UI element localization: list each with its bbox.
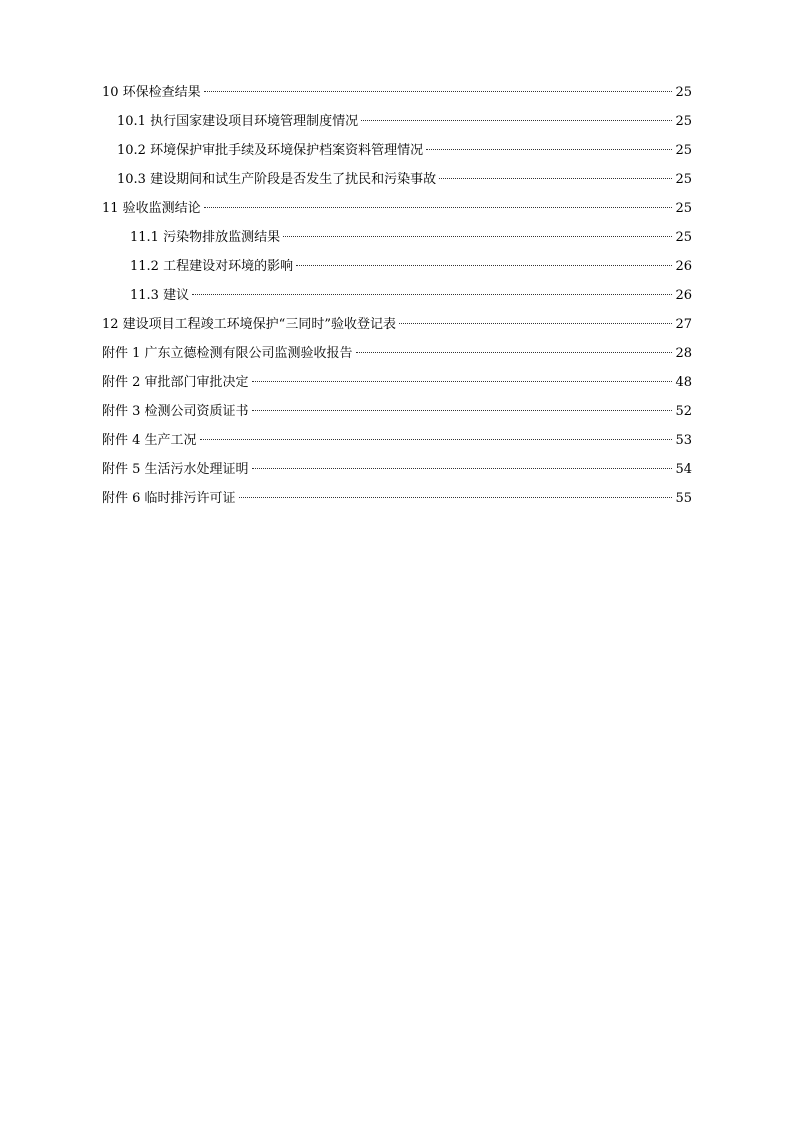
- toc-entry-title: 11 验收监测结论: [102, 201, 201, 216]
- toc-entry-11[interactable]: [102, 194, 692, 223]
- toc-entry-appendix-2[interactable]: [102, 368, 692, 397]
- toc-entry-page: 55: [675, 491, 692, 506]
- toc-dot-leader: [439, 178, 672, 179]
- toc-entry-page: 25: [675, 230, 692, 245]
- toc-entry-title: 11.1 污染物排放监测结果: [130, 230, 281, 245]
- toc-entry-page: 28: [675, 346, 692, 361]
- toc-entry-title: 10 环保检查结果: [102, 85, 201, 100]
- toc-entry-11-2[interactable]: [102, 252, 692, 281]
- toc-entry-title: 11.2 工程建设对环境的影响: [130, 259, 294, 274]
- toc-entry-page: 25: [675, 114, 692, 129]
- toc-entry-title: 附件 3 检测公司资质证书: [102, 404, 249, 419]
- toc-dot-leader: [192, 294, 672, 295]
- toc-dot-leader: [426, 149, 672, 150]
- toc-entry-title: 附件 6 临时排污许可证: [102, 491, 236, 506]
- toc-dot-leader: [252, 468, 673, 469]
- toc-entry-page: 25: [675, 85, 692, 100]
- toc-entry-page: 54: [675, 462, 692, 477]
- toc-dot-leader: [204, 207, 673, 208]
- toc-dot-leader: [296, 265, 672, 266]
- toc-dot-leader: [283, 236, 672, 237]
- toc-dot-leader: [356, 352, 673, 353]
- toc-entry-title: 附件 2 审批部门审批决定: [102, 375, 249, 390]
- toc-entry-10-2[interactable]: [102, 136, 692, 165]
- toc-dot-leader: [239, 497, 673, 498]
- toc-entry-title: 附件 5 生活污水处理证明: [102, 462, 249, 477]
- toc-entry-page: 25: [675, 172, 692, 187]
- toc-entry-10[interactable]: [102, 78, 692, 107]
- toc-dot-leader: [200, 439, 673, 440]
- toc-dot-leader: [399, 323, 672, 324]
- table-of-contents: [102, 78, 692, 513]
- toc-entry-title: 附件 4 生产工况: [102, 433, 197, 448]
- toc-entry-title: 附件 1 广东立德检测有限公司监测验收报告: [102, 346, 353, 361]
- toc-entry-appendix-4[interactable]: [102, 426, 692, 455]
- toc-entry-12[interactable]: [102, 310, 692, 339]
- toc-entry-page: 53: [675, 433, 692, 448]
- toc-entry-title: 12 建设项目工程竣工环境保护“三同时”验收登记表: [102, 317, 396, 332]
- toc-entry-title: 10.2 环境保护审批手续及环境保护档案资料管理情况: [117, 143, 424, 158]
- toc-entry-page: 52: [675, 404, 692, 419]
- toc-entry-appendix-1[interactable]: [102, 339, 692, 368]
- toc-entry-page: 26: [675, 259, 692, 274]
- toc-entry-page: 25: [675, 143, 692, 158]
- toc-dot-leader: [252, 410, 673, 411]
- toc-entry-page: 25: [675, 201, 692, 216]
- toc-entry-11-3[interactable]: [102, 281, 692, 310]
- toc-dot-leader: [204, 91, 673, 92]
- toc-entry-10-3[interactable]: [102, 165, 692, 194]
- toc-dot-leader: [252, 381, 673, 382]
- toc-entry-title: 11.3 建议: [130, 288, 190, 303]
- toc-entry-title: 10.3 建设期间和试生产阶段是否发生了扰民和污染事故: [117, 172, 437, 187]
- toc-entry-appendix-5[interactable]: [102, 455, 692, 484]
- toc-entry-11-1[interactable]: [102, 223, 692, 252]
- toc-dot-leader: [361, 120, 672, 121]
- toc-entry-title: 10.1 执行国家建设项目环境管理制度情况: [117, 114, 359, 129]
- toc-entry-appendix-6[interactable]: [102, 484, 692, 513]
- toc-entry-page: 26: [675, 288, 692, 303]
- toc-entry-page: 27: [675, 317, 692, 332]
- toc-entry-10-1[interactable]: [102, 107, 692, 136]
- toc-entry-page: 48: [675, 375, 692, 390]
- toc-entry-appendix-3[interactable]: [102, 397, 692, 426]
